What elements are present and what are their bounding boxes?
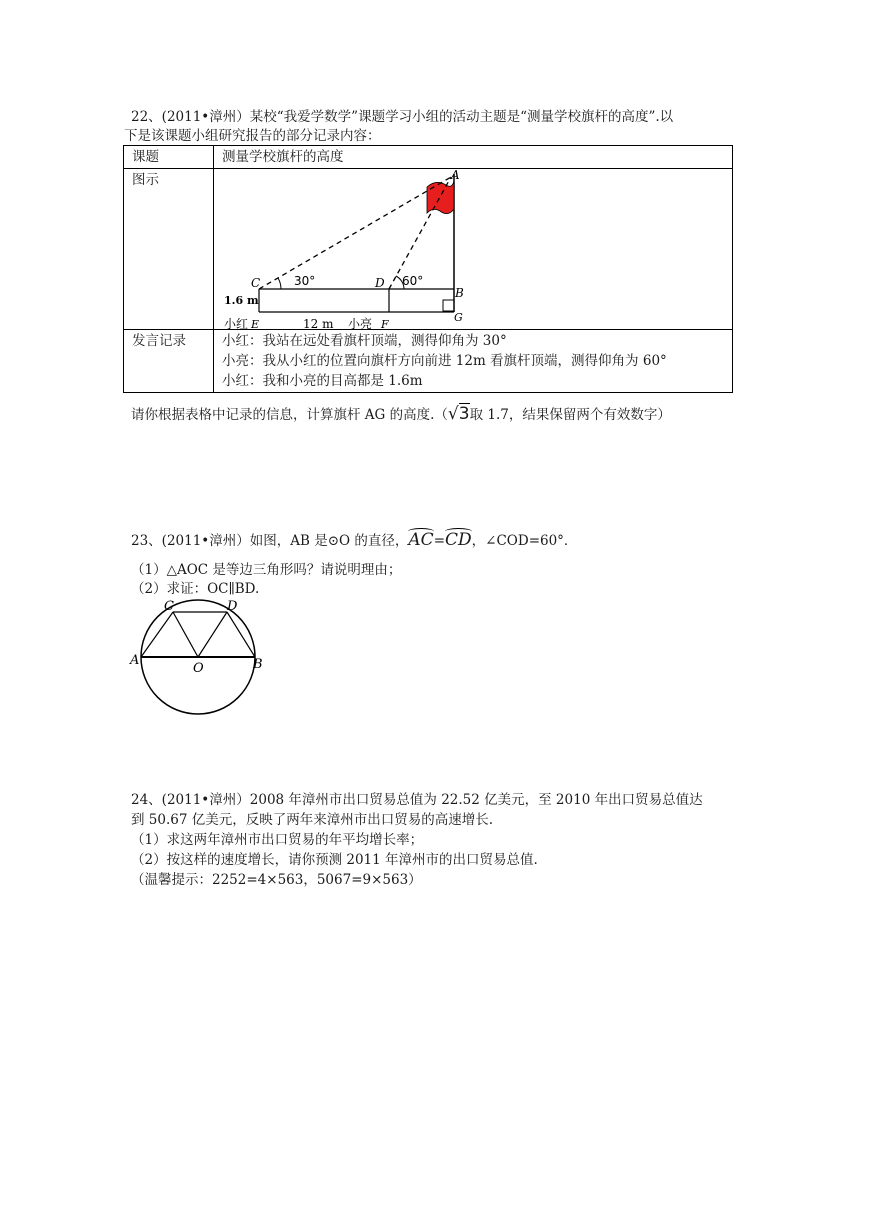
label-c: C [164, 599, 174, 614]
right-angle-mark [443, 300, 454, 311]
q23-line-pre: 23、(2011•漳州）如图，AB 是⊙O 的直径， [131, 533, 409, 549]
q22-text-line2: 下是该课题小组研究报告的部分记录内容： [124, 128, 381, 144]
sqrt-symbol: √3 [447, 404, 470, 424]
q22-text-line1: 22、(2011•漳州）某校“我爱学数学”课题学习小组的活动主题是“测量学校旗杆的高度”.以 [131, 109, 674, 125]
row-remarks-value [214, 330, 733, 393]
angle-arc-30 [278, 278, 281, 289]
circle-diagram [128, 596, 278, 718]
label-distance: 12 m [303, 317, 334, 329]
arc-equals: = [433, 533, 446, 549]
q24-hint: （温馨提示：2252=4×563，5067=9×563） [131, 872, 422, 888]
q23-line-post: ，∠COD=60°． [471, 533, 578, 549]
row-remarks-key: 发言记录 [124, 330, 214, 393]
remark-line: 小红：我和小亮的目高都是 1.6m [222, 373, 423, 389]
label-d: D [375, 276, 385, 290]
q24-part1: （1）求这两年漳州市出口贸易的年平均增长率； [131, 832, 424, 848]
label-o: O [193, 661, 204, 676]
sqrt-number: 3 [458, 404, 470, 424]
label-angle-30: 30° [294, 274, 316, 288]
table-row [124, 330, 733, 393]
label-person1: 小红 [224, 317, 249, 329]
label-b: B [455, 286, 464, 300]
q24-text-line1: 24、(2011•漳州）2008 年漳州市出口贸易总值为 22.52 亿美元，至 2010 年出口贸易总值达 [131, 792, 703, 808]
row-figure-key: 图示 [124, 169, 214, 330]
row-topic-value: 测量学校旗杆的高度 [214, 146, 733, 169]
q23-text-line1 [131, 531, 577, 550]
label-e: E [251, 318, 260, 329]
remark-line: 小红：我站在远处看旗杆顶端，测得仰角为 30° [222, 333, 507, 349]
label-f: F [381, 318, 389, 329]
sight-line-c [259, 177, 451, 289]
row-figure-cell [214, 169, 733, 330]
record-table [123, 145, 733, 393]
label-d: D [227, 599, 238, 614]
label-height: 1.6 m [224, 294, 259, 307]
label-a: A [451, 169, 460, 182]
label-c: C [251, 276, 261, 290]
row-topic-key: 课题 [124, 146, 214, 169]
remark-line: 小亮：我从小红的位置向旗杆方向前进 12m 看旗杆顶端，测得仰角为 60° [222, 353, 667, 369]
q22-question-pre: 请你根据表格中记录的信息，计算旗杆 AG 的高度.（ [131, 407, 448, 423]
table-row [124, 169, 733, 330]
q22-question [131, 405, 671, 424]
label-angle-60: 60° [402, 274, 424, 288]
sight-line-d [389, 177, 451, 289]
q22-question-post: 取 1.7，结果保留两个有效数字） [469, 407, 671, 423]
label-g: G [454, 311, 463, 324]
flag-shape [427, 181, 454, 214]
q24-part2: （2）按这样的速度增长，请你预测 2011 年漳州市的出口贸易总值. [131, 852, 538, 868]
arc-ac: AC [408, 530, 434, 550]
table-row [124, 146, 733, 169]
segment-od [198, 612, 227, 657]
label-a: A [130, 653, 140, 668]
label-b: B [253, 657, 263, 672]
flagpole-diagram [214, 169, 732, 329]
q24-text-line2: 到 50.67 亿美元，反映了两年来漳州市出口贸易的高速增长. [131, 812, 494, 828]
label-person2: 小亮 [348, 317, 373, 329]
q23-part2: （2）求证：OC∥BD. [131, 581, 260, 597]
arc-cd: CD [445, 530, 472, 550]
segment-oc [173, 612, 198, 657]
q23-part1: （1）△AOC 是等边三角形吗？请说明理由； [131, 562, 402, 578]
